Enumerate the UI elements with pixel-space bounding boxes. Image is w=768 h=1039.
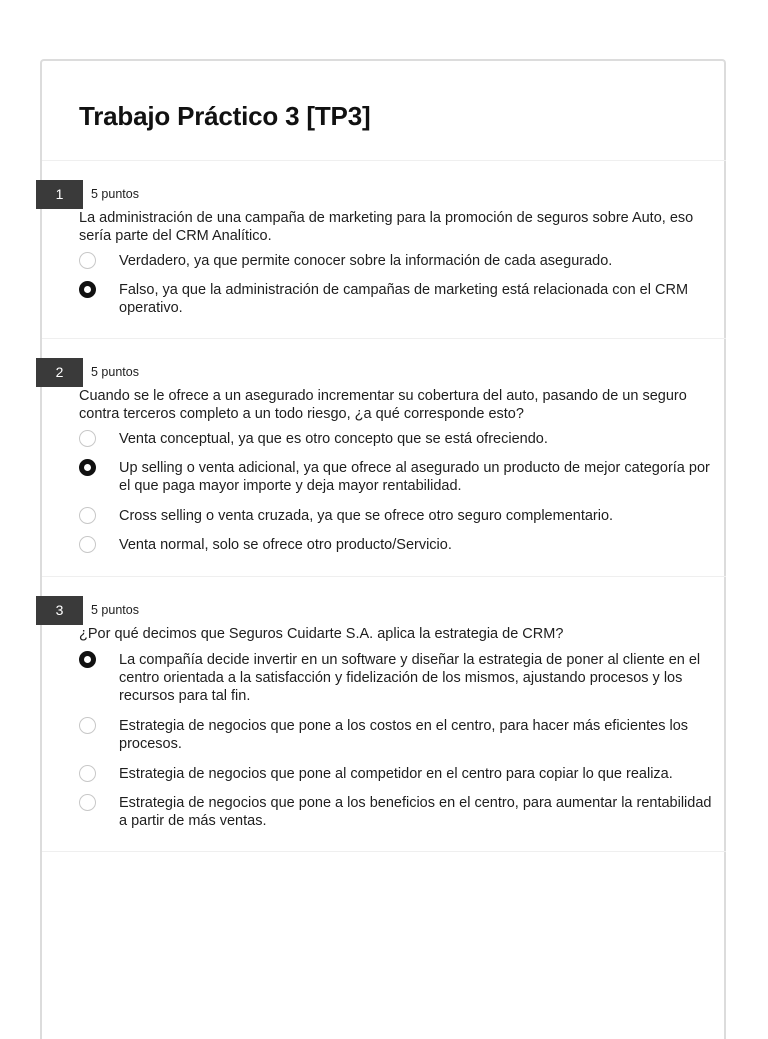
radio-button-selected[interactable] bbox=[79, 651, 96, 668]
radio-button[interactable] bbox=[79, 507, 96, 524]
question-number: 1 bbox=[36, 180, 83, 209]
divider bbox=[42, 576, 726, 577]
question-points: 5 puntos bbox=[91, 187, 139, 201]
question-points: 5 puntos bbox=[91, 365, 139, 379]
radio-button[interactable] bbox=[79, 536, 96, 553]
question-number: 3 bbox=[36, 596, 83, 625]
answer-option-label: Venta conceptual, ya que es otro concepto que se está ofreciendo. bbox=[119, 431, 548, 447]
divider bbox=[42, 851, 726, 852]
answer-option-label: Verdadero, ya que permite conocer sobre la información de cada asegurado. bbox=[119, 253, 613, 269]
divider bbox=[42, 338, 726, 339]
answer-option-label: Estrategia de negocios que pone al competidor en el centro para copiar lo que realiza. bbox=[119, 766, 673, 782]
question-text: Cuando se le ofrece a un asegurado incrementar su cobertura del auto, pasando de un seguro contra terceros completo a un todo riesgo, ¿a qué corresponde esto? bbox=[79, 388, 687, 422]
radio-button[interactable] bbox=[79, 765, 96, 782]
answer-option-label: Estrategia de negocios que pone a los costos en el centro, para hacer más eficientes los procesos. bbox=[119, 718, 689, 752]
radio-button[interactable] bbox=[79, 794, 96, 811]
answer-option-label: Estrategia de negocios que pone a los beneficios en el centro, para aumentar la rentabilidad a partir de más ventas. bbox=[119, 795, 712, 829]
question-points: 5 puntos bbox=[91, 603, 139, 617]
radio-button-selected[interactable] bbox=[79, 281, 96, 298]
quiz-card bbox=[40, 59, 726, 1039]
radio-button[interactable] bbox=[79, 252, 96, 269]
radio-button-selected[interactable] bbox=[79, 459, 96, 476]
answer-option-label: Cross selling o venta cruzada, ya que se ofrece otro seguro complementario. bbox=[119, 508, 614, 524]
page-title: Trabajo Práctico 3 [TP3] bbox=[79, 101, 371, 131]
divider bbox=[42, 160, 726, 161]
answer-option-label: Venta normal, solo se ofrece otro producto/Servicio. bbox=[119, 537, 452, 553]
question-text: ¿Por qué decimos que Seguros Cuidarte S.A. aplica la estrategia de CRM? bbox=[79, 626, 564, 642]
radio-button[interactable] bbox=[79, 717, 96, 734]
question-number: 2 bbox=[36, 358, 83, 387]
radio-button[interactable] bbox=[79, 430, 96, 447]
answer-option-label: La compañía decide invertir en un software y diseñar la estrategia de poner al cliente en el centro orientada a la satisfacción y fidelización de los mismos, ajustando procesos y los recursos para tal fin. bbox=[119, 652, 701, 704]
answer-option-label: Falso, ya que la administración de campañas de marketing está relacionada con el CRM operativo. bbox=[119, 282, 689, 316]
question-text: La administración de una campaña de marketing para la promoción de seguros sobre Auto, eso sería parte del CRM Analítico. bbox=[79, 210, 694, 244]
answer-option-label: Up selling o venta adicional, ya que ofrece al asegurado un producto de mejor categoría por el que paga mayor importe y deja mayor rentabilidad. bbox=[119, 460, 710, 494]
